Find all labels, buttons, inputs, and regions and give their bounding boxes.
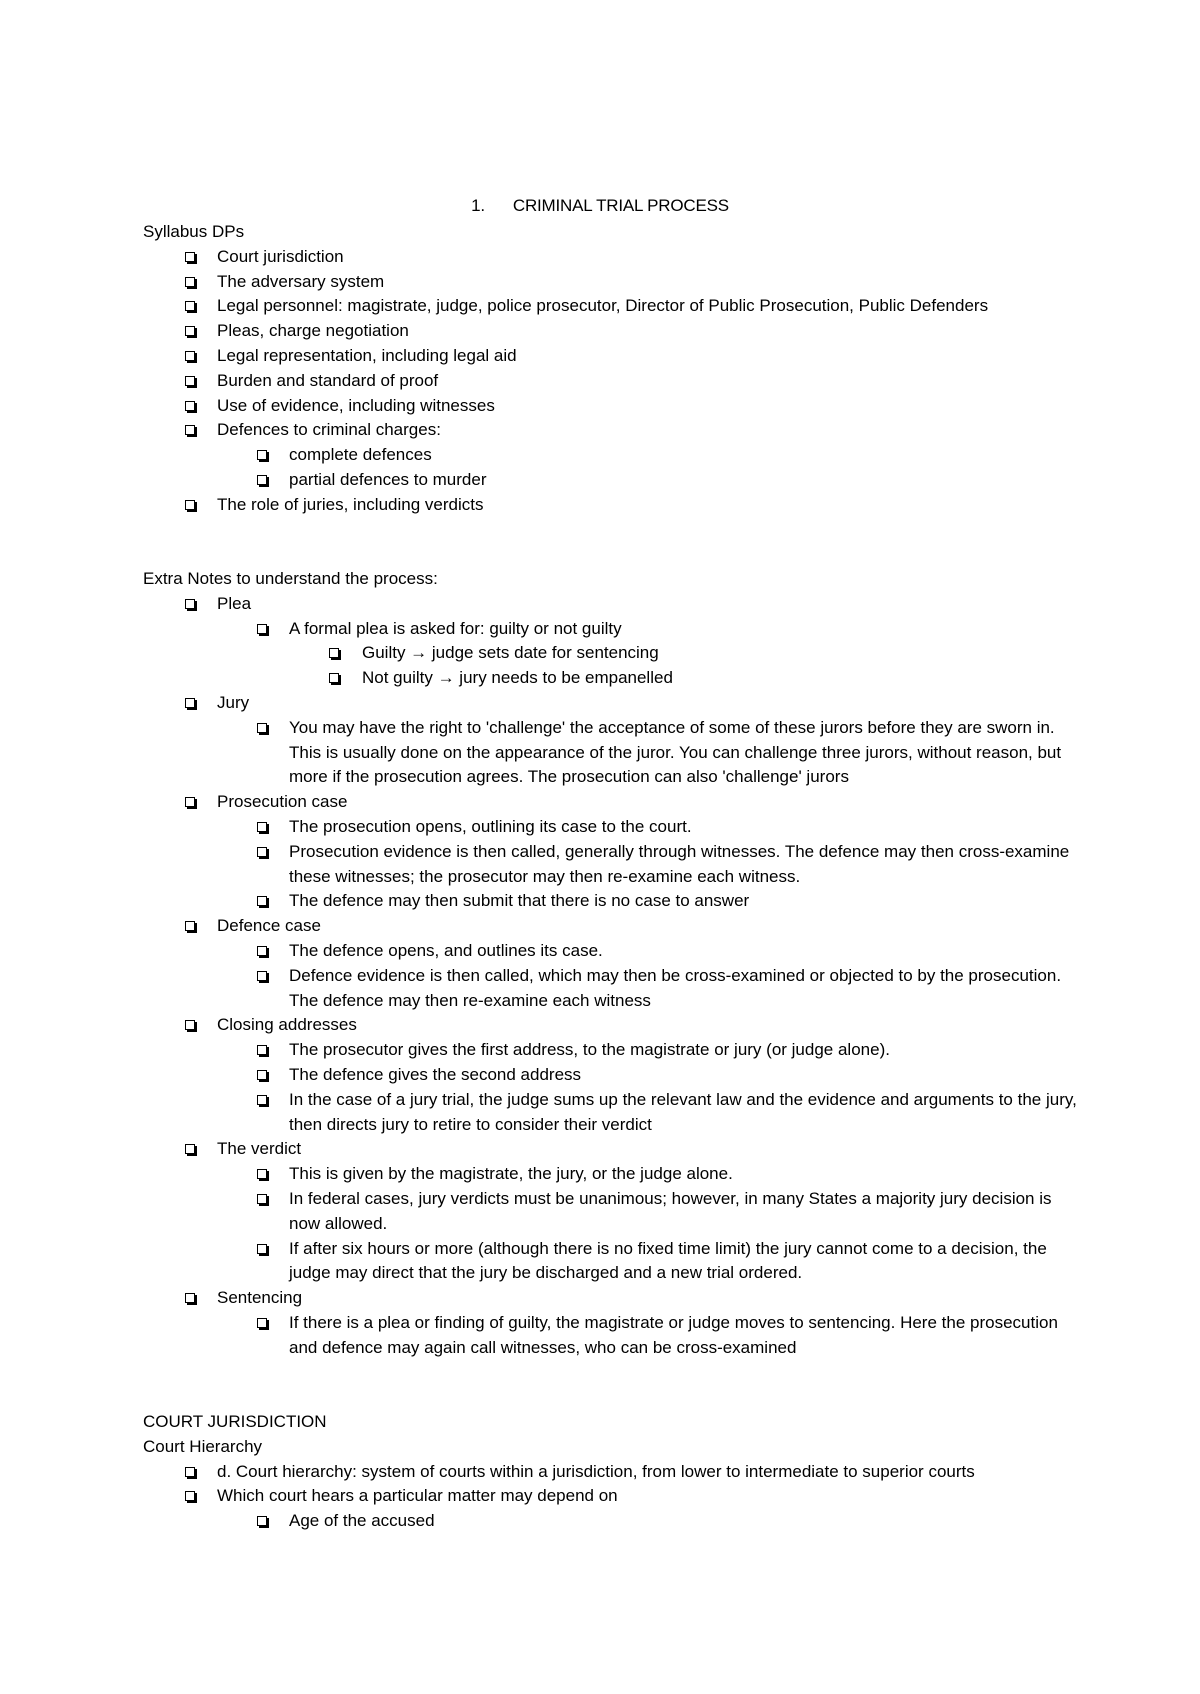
list-item (143, 939, 1083, 964)
checkbox-bullet-icon (257, 847, 267, 857)
list-item-text: In federal cases, jury verdicts must be unanimous; however, in many States a majority jury decision is now allowed. (289, 1188, 1052, 1233)
list-item-text: Age of the accused (289, 1511, 435, 1531)
checkbox-bullet-icon (185, 1293, 195, 1303)
list-item-text: This is given by the magistrate, the jury, or the judge alone. (289, 1164, 733, 1184)
checkbox-bullet-icon (185, 252, 195, 262)
list-item-text: The defence may then submit that there is no case to answer (289, 891, 750, 911)
list-item (143, 641, 1083, 666)
list-item (143, 1286, 1083, 1311)
list-item-text: Legal personnel: magistrate, judge, police prosecutor, Director of Public Prosecution, Public Defenders (217, 296, 989, 316)
checkbox-bullet-icon (257, 822, 267, 832)
checkbox-bullet-icon (185, 1491, 195, 1501)
list-item-text: You may have the right to 'challenge' the acceptance of some of these jurors before they are sworn in. This is usually done on the appearance of the juror. You can challenge three jurors, without reason, but more if the prosecution agrees. The prosecution can also 'challenge' jurors (289, 717, 1062, 787)
checkbox-bullet-icon (257, 1516, 267, 1526)
checkbox-bullet-icon (329, 648, 339, 658)
list-item-text: Burden and standard of proof (217, 370, 439, 390)
list-item-text: The adversary system (217, 271, 385, 291)
list-item-text: Use of evidence, including witnesses (217, 395, 495, 415)
list-item-text: A formal plea is asked for: guilty or not guilty (289, 618, 622, 638)
list-item (143, 1460, 1083, 1485)
list-item (143, 1237, 1083, 1287)
list-item (143, 344, 1083, 369)
checkbox-bullet-icon (257, 971, 267, 981)
list-item (143, 1013, 1083, 1038)
list-item-text: partial defences to murder (289, 469, 487, 489)
list-item-text: Prosecution evidence is then called, generally through witnesses. The defence may then cross-examine these witnesses; the prosecutor may then re-examine each witness. (289, 841, 1070, 886)
list-item-text: The role of juries, including verdicts (217, 494, 484, 514)
list-item-text: The defence gives the second address (289, 1064, 582, 1084)
checkbox-bullet-icon (257, 1070, 267, 1080)
checkbox-bullet-icon (257, 1169, 267, 1179)
list-item (143, 666, 1083, 691)
extra-notes-section (143, 567, 1083, 1361)
list-item-text: d. Court hierarchy: system of courts within a jurisdiction, from lower to intermediate to superior courts (217, 1461, 975, 1481)
list-item-text: Plea (217, 593, 252, 613)
list-item (143, 1484, 1083, 1509)
syllabus-list (143, 245, 1083, 518)
checkbox-bullet-icon (257, 896, 267, 906)
checkbox-bullet-icon (257, 723, 267, 733)
checkbox-bullet-icon (185, 301, 195, 311)
checkbox-bullet-icon (257, 1045, 267, 1055)
list-item (143, 1311, 1083, 1361)
checkbox-bullet-icon (185, 500, 195, 510)
list-item-text: If there is a plea or finding of guilty, the magistrate or judge moves to sentencing. Here the prosecution and defence may again call witnesses, who can be cross-examined (289, 1312, 1058, 1357)
checkbox-bullet-icon (185, 401, 195, 411)
checkbox-bullet-icon (257, 450, 267, 460)
checkbox-bullet-icon (185, 921, 195, 931)
checkbox-bullet-icon (257, 624, 267, 634)
list-item-text: The prosecutor gives the first address, to the magistrate or jury (or judge alone). (289, 1040, 890, 1060)
checkbox-bullet-icon (257, 946, 267, 956)
list-item-text: If after six hours or more (although there is no fixed time limit) the jury cannot come to a decision, the judge may direct that the jury be discharged and a new trial ordered. (289, 1238, 1047, 1283)
list-item-text: Not guilty → jury needs to be empanelled (362, 668, 673, 688)
checkbox-bullet-icon (185, 376, 195, 386)
list-item (143, 1063, 1083, 1088)
list-item (143, 1088, 1083, 1138)
list-item-text: Guilty → judge sets date for sentencing (362, 643, 659, 663)
checkbox-bullet-icon (185, 277, 195, 287)
checkbox-bullet-icon (257, 1095, 267, 1105)
checkbox-bullet-icon (257, 1194, 267, 1204)
list-item (143, 493, 1083, 518)
page-title (0, 196, 1200, 216)
list-item (143, 418, 1083, 443)
checkbox-bullet-icon (185, 1467, 195, 1477)
list-item (143, 294, 1083, 319)
title-text: CRIMINAL TRIAL PROCESS (512, 196, 729, 215)
list-item-text: Closing addresses (217, 1015, 357, 1035)
list-item-text: Jury (217, 692, 250, 712)
court-hierarchy-subheading: Court Hierarchy (143, 1436, 263, 1456)
list-item (143, 815, 1083, 840)
list-item (143, 617, 1083, 642)
list-item (143, 1509, 1083, 1534)
list-item-text: The verdict (217, 1139, 302, 1159)
list-item (143, 468, 1083, 493)
list-item-text: Pleas, charge negotiation (217, 321, 409, 341)
extra-notes-heading: Extra Notes to understand the process: (143, 569, 438, 588)
list-item (143, 245, 1083, 270)
title-number: 1. (471, 196, 485, 215)
list-item-text: Prosecution case (217, 792, 348, 812)
list-item-text: The prosecution opens, outlining its case to the court. (289, 816, 692, 836)
court-jurisdiction-section (143, 1410, 1083, 1534)
list-item (143, 790, 1083, 815)
list-item (143, 394, 1083, 419)
list-item-text: Court jurisdiction (217, 246, 344, 266)
list-item (143, 1187, 1083, 1237)
court-jurisdiction-list (143, 1460, 1083, 1534)
court-jurisdiction-heading: COURT JURISDICTION (143, 1412, 327, 1431)
list-item-text: Legal representation, including legal aid (217, 345, 517, 365)
list-item-text: In the case of a jury trial, the judge sums up the relevant law and the evidence and arguments to the jury, then directs jury to retire to consider their verdict (289, 1089, 1077, 1134)
checkbox-bullet-icon (185, 1020, 195, 1030)
list-item-text: Defence case (217, 916, 321, 936)
list-item (143, 1038, 1083, 1063)
list-item (143, 889, 1083, 914)
list-item-text: Which court hears a particular matter may depend on (217, 1486, 618, 1506)
checkbox-bullet-icon (185, 797, 195, 807)
checkbox-bullet-icon (185, 698, 195, 708)
checkbox-bullet-icon (257, 1244, 267, 1254)
list-item (143, 716, 1083, 790)
checkbox-bullet-icon (185, 326, 195, 336)
list-item (143, 914, 1083, 939)
list-item-text: Sentencing (217, 1288, 303, 1308)
list-item-text: The defence opens, and outlines its case. (289, 940, 603, 960)
list-item-text: Defence evidence is then called, which may then be cross-examined or objected to by the prosecution. The defence may then re-examine each witness (289, 965, 1062, 1010)
syllabus-section (143, 220, 1083, 518)
checkbox-bullet-icon (185, 351, 195, 361)
list-item (143, 840, 1083, 890)
list-item (143, 592, 1083, 617)
list-item (143, 1162, 1083, 1187)
extra-notes-list (143, 592, 1083, 1361)
list-item (143, 1137, 1083, 1162)
list-item (143, 369, 1083, 394)
list-item-text: complete defences (289, 445, 432, 465)
list-item (143, 319, 1083, 344)
checkbox-bullet-icon (329, 673, 339, 683)
list-item (143, 270, 1083, 295)
list-item (143, 691, 1083, 716)
syllabus-heading: Syllabus DPs (143, 222, 245, 241)
list-item (143, 443, 1083, 468)
checkbox-bullet-icon (185, 425, 195, 435)
checkbox-bullet-icon (185, 1144, 195, 1154)
checkbox-bullet-icon (257, 475, 267, 485)
list-item-text: Defences to criminal charges: (217, 420, 441, 440)
list-item (143, 964, 1083, 1014)
checkbox-bullet-icon (185, 599, 195, 609)
checkbox-bullet-icon (257, 1318, 267, 1328)
